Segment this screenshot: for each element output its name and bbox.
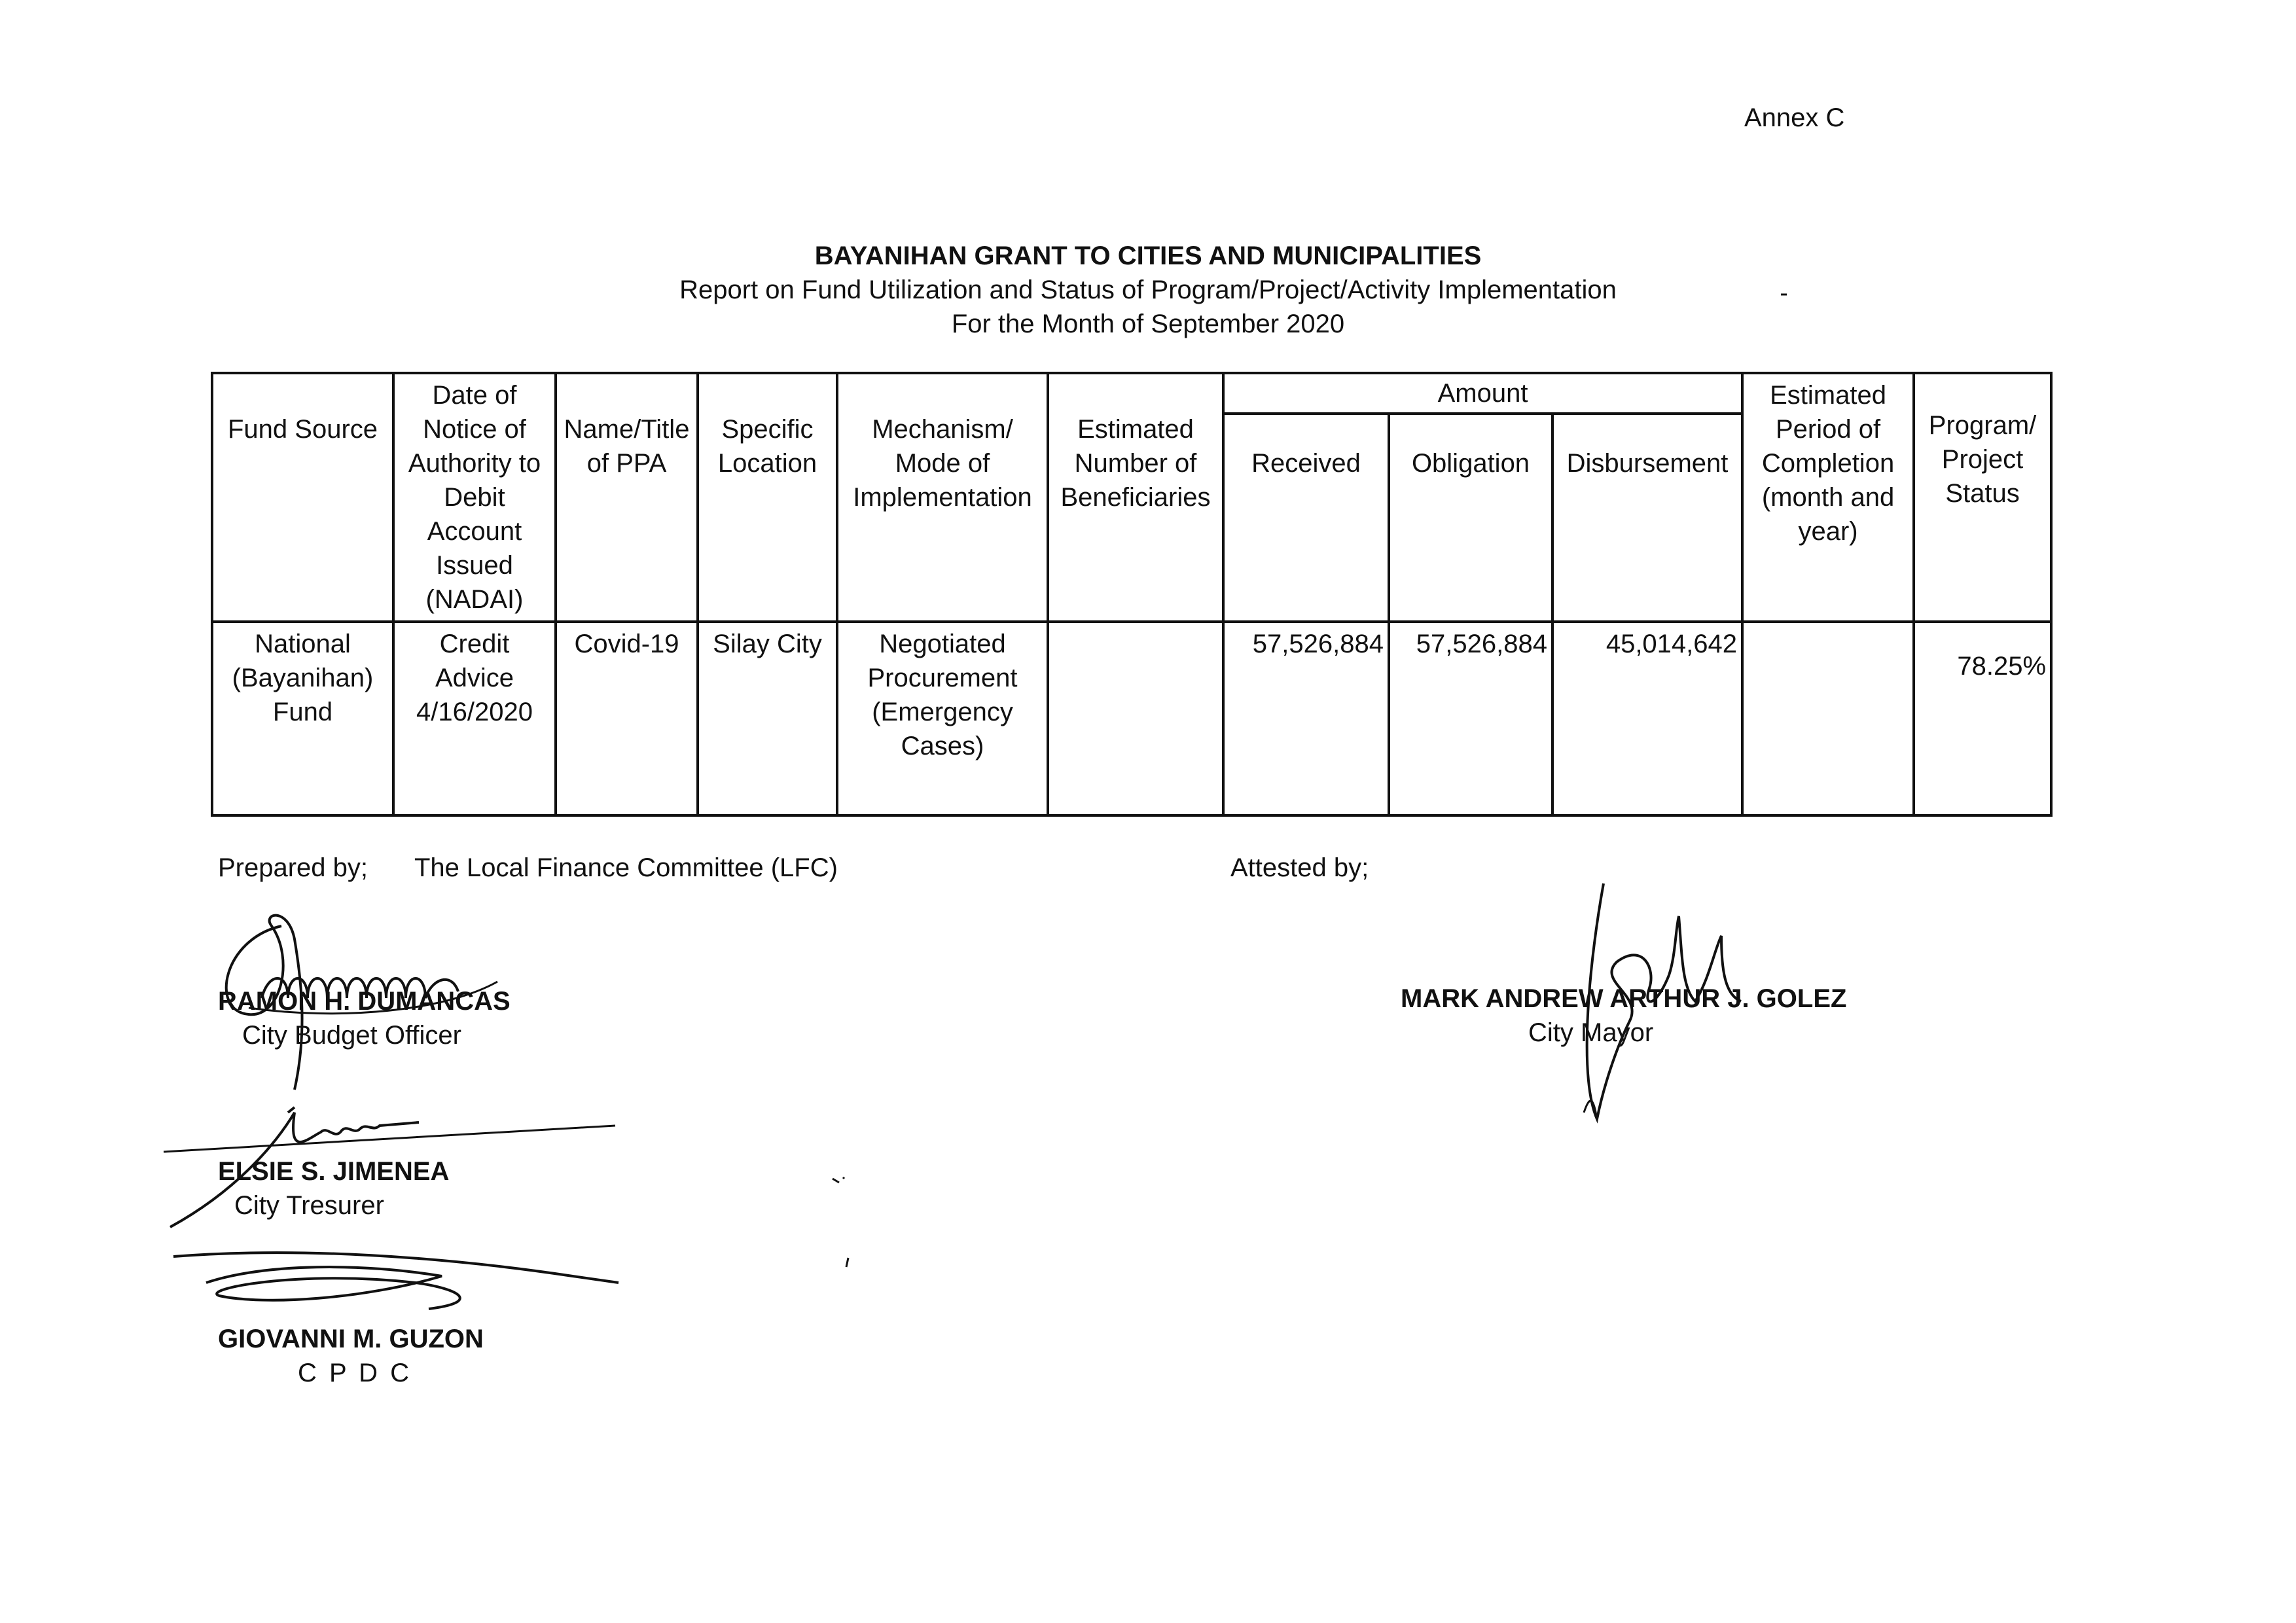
stray-mark (1780, 288, 1788, 292)
cell-received: 57,526,884 (1223, 622, 1389, 815)
signatory-name-3: GIOVANNI M. GUZON (218, 1325, 484, 1353)
attested-by-label: Attested by; (1230, 853, 1369, 882)
signatory-title-2: City Tresurer (234, 1191, 384, 1220)
cell-disbursement: 45,014,642 (1552, 622, 1742, 815)
report-header (0, 239, 2296, 341)
header-ppa: Name/Title of PPA (556, 373, 698, 622)
signatory-title-3: C P D C (298, 1359, 412, 1387)
cell-status: 78.25% (1914, 622, 2051, 815)
header-amount: Amount (1223, 373, 1742, 414)
signature-guzon (167, 1243, 638, 1329)
header-beneficiaries: Estimated Number of Beneficiaries (1048, 373, 1223, 622)
fund-utilization-table (211, 372, 2053, 817)
header-completion: Estimated Period of Completion (month and year) (1742, 373, 1914, 622)
header-fund-source: Fund Source (212, 373, 393, 622)
cell-location: Silay City (698, 622, 837, 815)
cell-ppa: Covid-19 (556, 622, 698, 815)
header-status: Program/ Project Status (1914, 373, 2051, 622)
header-location: Specific Location (698, 373, 837, 622)
report-period: For the Month of September 2020 (951, 310, 1345, 338)
cell-obligation: 57,526,884 (1389, 622, 1552, 815)
report-title: BAYANIHAN GRANT TO CITIES AND MUNICIPALITIES (814, 241, 1482, 270)
cell-beneficiaries (1048, 622, 1223, 815)
prepared-by-label: Prepared by; (218, 853, 368, 882)
committee-name: The Local Finance Committee (LFC) (414, 853, 838, 882)
header-received: Received (1223, 414, 1389, 622)
signatory-title-1: City Budget Officer (242, 1021, 461, 1050)
cell-mechanism: Negotiated Procurement (Emergency Cases) (837, 622, 1048, 815)
header-nadai: Date of Notice of Authority to Debit Account Issued (NADAI) (393, 373, 556, 622)
table-row (212, 622, 2051, 815)
annex-label: Annex C (1744, 103, 1845, 132)
header-obligation: Obligation (1389, 414, 1552, 622)
header-disbursement: Disbursement (1552, 414, 1742, 622)
cell-fund-source: National (Bayanihan) Fund (212, 622, 393, 815)
stray-mark (844, 1257, 851, 1270)
signatory-name-1: RAMON H. DUMANCAS (218, 987, 511, 1016)
stray-mark (831, 1175, 851, 1188)
header-mechanism: Mechanism/ Mode of Implementation (837, 373, 1048, 622)
cell-completion (1742, 622, 1914, 815)
signatory-name-4: MARK ANDREW ARTHUR J. GOLEZ (1401, 984, 1847, 1013)
report-subtitle: Report on Fund Utilization and Status of Program/Project/Activity Implementation (679, 276, 1617, 304)
signatory-name-2: ELSIE S. JIMENEA (218, 1157, 450, 1186)
signatory-title-4: City Mayor (1528, 1018, 1654, 1047)
cell-nadai: Credit Advice 4/16/2020 (393, 622, 556, 815)
